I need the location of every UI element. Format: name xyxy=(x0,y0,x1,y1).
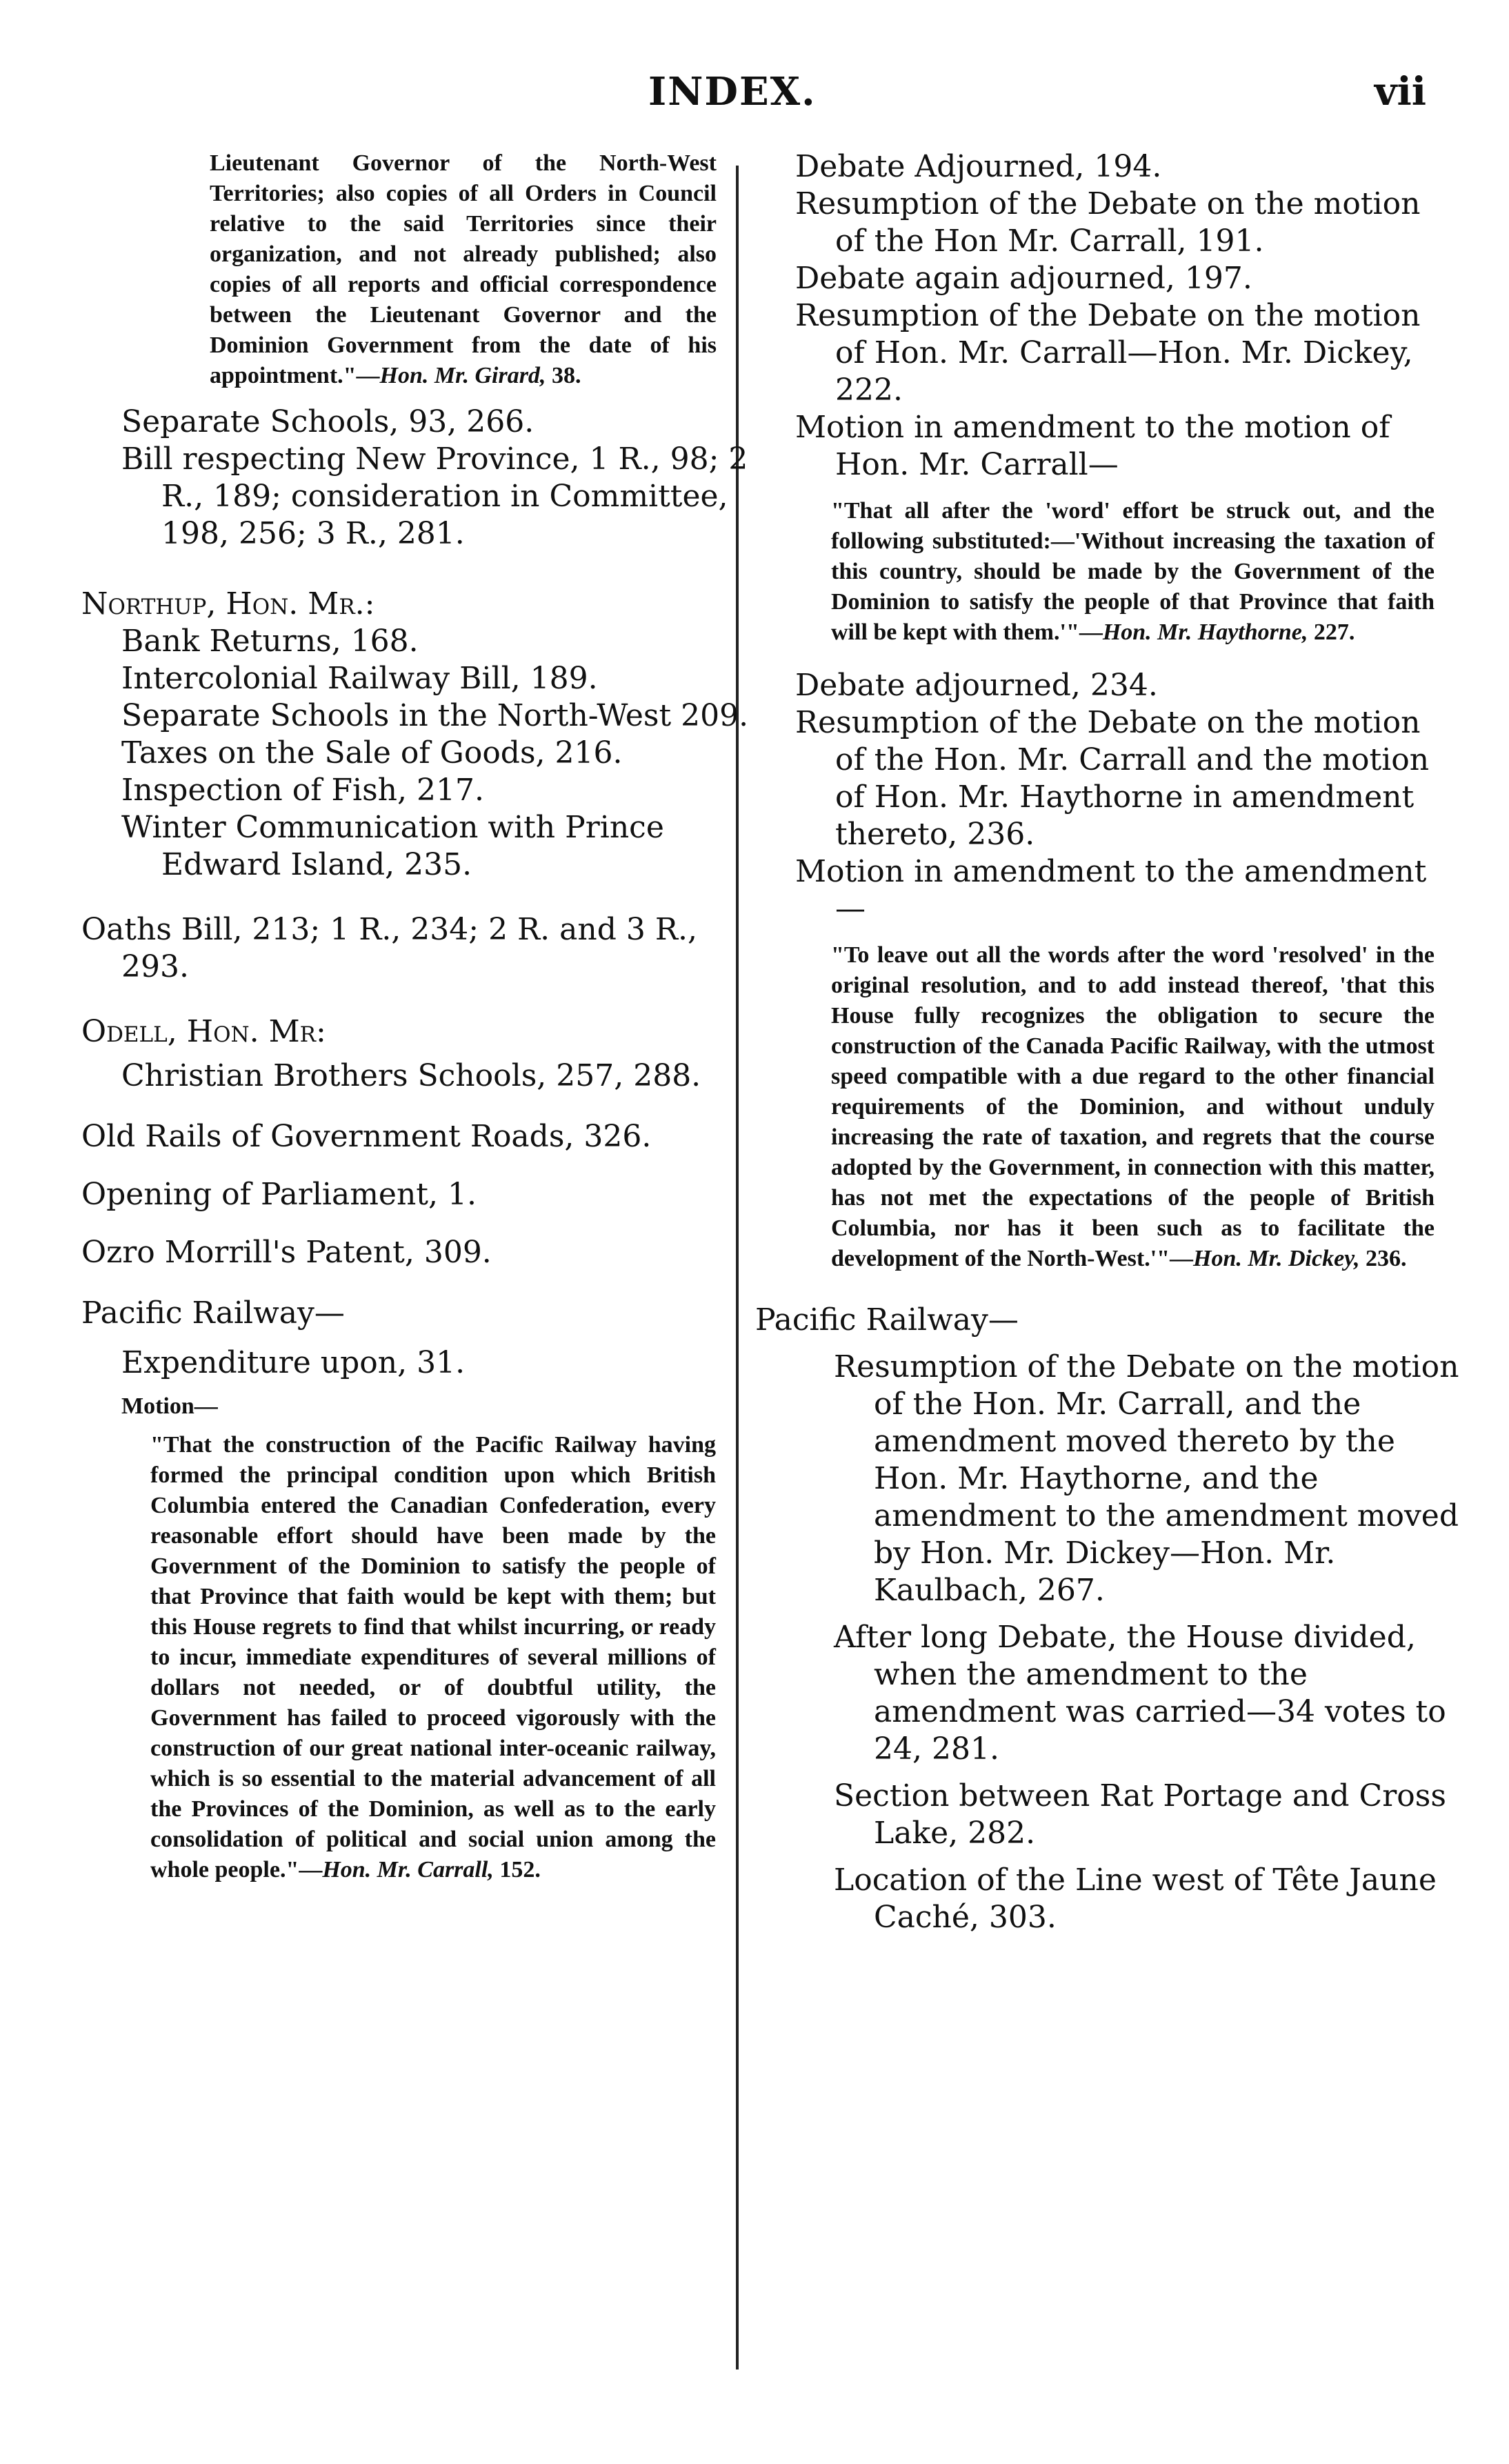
motion-quote-carrall: "That the construction of the Pacific Railway having formed the principal condition upon which British Columbia entered the Canadian Confederation, every reasonable effort should have been made by the Government of the Dominion to satisfy the people of that Province that faith would be kept with them; but this House regrets to find that whilst incurring, or ready to incur, immediate expenditures of several millions of dollars not needed, or of doubtful utility, the Government has failed to proceed vigorously with the construction of our great national inter-oceanic railway, which is so essential to the material advancement of all the Provinces of the Dominion, as well as to the early consolidation of political and social union among the whole people."—Hon. Mr. Carrall, 152. xyxy=(150,1432,716,1882)
list-item: Motion in amendment to the motion of Hon. Mr. Carrall— xyxy=(795,410,1390,482)
debate-entries-a xyxy=(755,148,1435,484)
list-item: Bank Returns, 168. xyxy=(121,624,419,659)
list-item: Resumption of the Debate on the motion of the Hon. Mr. Carrall, and the amendment moved thereto by the Hon. Mr. Haythorne, and the amendment to the amendment moved by Hon. Mr. Dickey—Hon. Mr. Kaulbach, 267. xyxy=(834,1349,1459,1608)
list-item: After long Debate, the House divided, when the amendment to the amendment was carried—34 votes to 24, 281. xyxy=(834,1620,1446,1767)
list-item: Debate again adjourned, 197. xyxy=(795,261,1252,296)
entry-bill-new-province: Bill respecting New Province, 1 R., 98; 2 R., 189; consideration in Committee, 198, 256; 3 R., 281. xyxy=(121,441,748,551)
page-title: INDEX. xyxy=(648,69,817,115)
list-item: Taxes on the Sale of Goods, 216. xyxy=(121,735,623,771)
motion-label: Motion— xyxy=(121,1393,218,1419)
entry-oaths-bill: Oaths Bill, 213; 1 R., 234; 2 R. and 3 R., 293. xyxy=(81,912,697,984)
member-northup: Northup, Hon. Mr.: xyxy=(81,586,375,622)
debate-entries-c xyxy=(755,1349,1459,1936)
heading-pacific-railway: Pacific Railway— xyxy=(81,1295,345,1331)
list-item: Motion in amendment to the amendment— xyxy=(795,854,1427,926)
list-item: Separate Schools in the North-West 209. xyxy=(121,698,749,733)
right-column xyxy=(755,148,1459,1936)
list-item: Winter Communication with Prince Edward Island, 235. xyxy=(121,810,664,882)
list-item: Debate adjourned, 234. xyxy=(795,668,1158,703)
left-column xyxy=(81,148,749,1885)
list-item: Resumption of the Debate on the motion of the Hon. Mr. Carrall and the motion of Hon. Mr. Haythorne in amendment thereto, 236. xyxy=(795,705,1430,852)
entry-separate-schools: Separate Schools, 93, 266. xyxy=(121,404,534,439)
debate-entries-b xyxy=(755,667,1435,928)
quote-dickey: "To leave out all the words after the word 'resolved' in the original resolution, and to add instead thereof, 'that this House fully recognizes the obligation to secure the construction of the Canada Pacific Railway, with the utmost speed compatible with a due regard to the other financial requirements of the Dominion, and without unduly increasing the rate of taxation, and regrets that the course adopted by the Government, in connection with this matter, has not met the expectations of the people of British Columbia, nor has it been such as to facilitate the development of the North-West.'"—Hon. Mr. Dickey, 236. xyxy=(831,942,1435,1271)
list-item: Resumption of the Debate on the motion of the Hon Mr. Carrall, 191. xyxy=(795,186,1421,259)
continued-quote-girard: Lieutenant Governor of the North-West Territories; also copies of all Orders in Council relative to the said Territories since their organization, and not already published; also copies of all reports and official correspondence between the Lieutenant Governor and the Dominion Government from the date of his appointment."—Hon. Mr. Girard, 38. xyxy=(210,150,717,388)
entry-christian-brothers: Christian Brothers Schools, 257, 288. xyxy=(121,1058,701,1093)
heading-pacific-railway-2: Pacific Railway— xyxy=(755,1302,1019,1338)
quote-haythorne: "That all after the 'word' effort be struck out, and the following substituted:—'Without increasing the taxation of this country, should be made by the Government of the Dominion to satisfy the people of that Province that faith will be kept with them.'"—Hon. Mr. Haythorne, 227. xyxy=(831,498,1435,645)
list-item: Location of the Line west of Tête Jaune Caché, 303. xyxy=(834,1862,1437,1935)
entry-old-rails: Old Rails of Government Roads, 326. xyxy=(81,1119,652,1154)
northup-items xyxy=(81,623,749,884)
page-header xyxy=(0,69,1509,131)
list-item: Intercolonial Railway Bill, 189. xyxy=(121,661,598,696)
member-odell: Odell, Hon. Mr: xyxy=(81,1014,326,1049)
entry-ozro-morrill: Ozro Morrill's Patent, 309. xyxy=(81,1235,492,1270)
entry-expenditure: Expenditure upon, 31. xyxy=(121,1345,466,1380)
list-item: Inspection of Fish, 217. xyxy=(121,773,484,808)
list-item: Resumption of the Debate on the motion of Hon. Mr. Carrall—Hon. Mr. Dickey, 222. xyxy=(795,298,1421,408)
entry-opening-parliament: Opening of Parliament, 1. xyxy=(81,1177,477,1212)
list-item: Debate Adjourned, 194. xyxy=(795,149,1162,184)
page-number: vii xyxy=(1374,69,1426,115)
list-item: Section between Rat Portage and Cross Lake, 282. xyxy=(834,1778,1446,1851)
